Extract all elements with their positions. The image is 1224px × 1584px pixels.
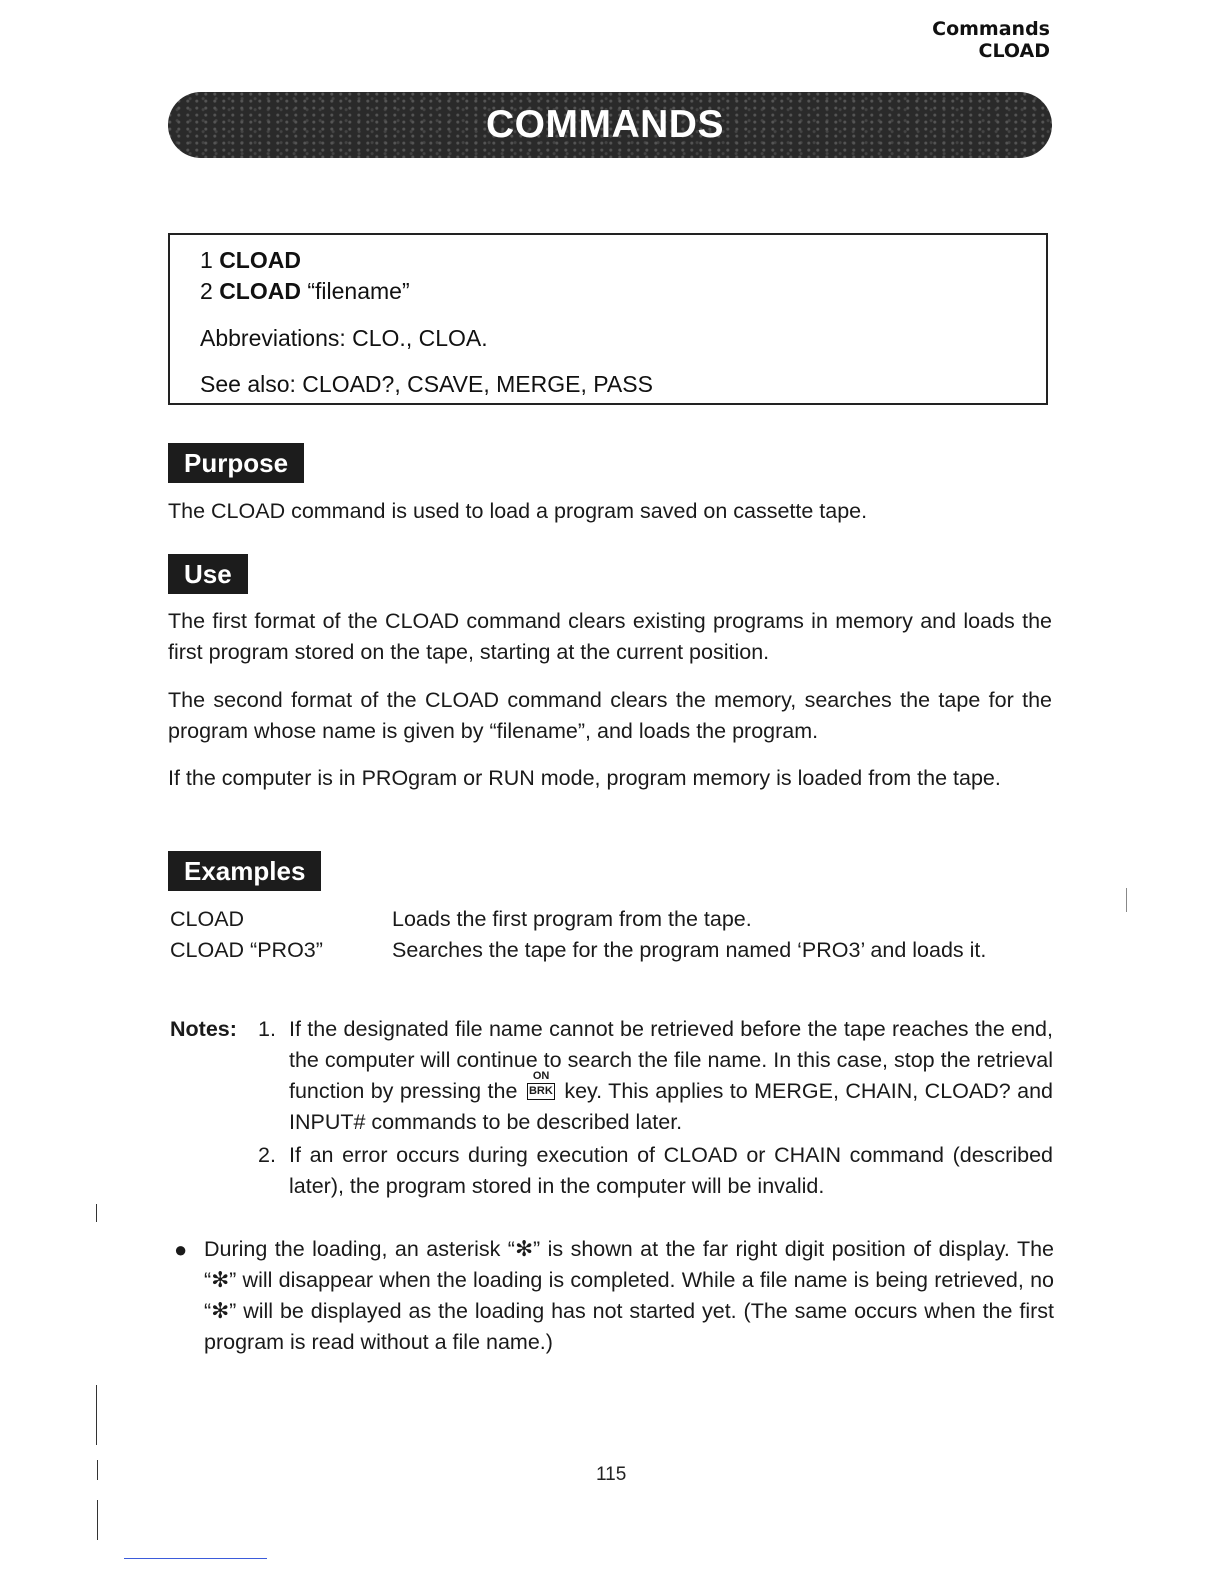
- note-number: 2.: [258, 1143, 276, 1167]
- bullet-text: During the loading, an asterisk “✻” is shown at the far right digit position of display. The “✻” will disappear when the loading is completed. While a file name is being retrieved, no “✻” will be displayed as the loading has not started yet. (The same occurs when the first program is read without a file name.): [204, 1237, 1054, 1354]
- purpose-text: The CLOAD command is used to load a program saved on cassette tape.: [168, 499, 868, 523]
- scan-artifact: [1126, 888, 1127, 912]
- format-command: CLOAD: [219, 247, 301, 273]
- notes-label: Notes:: [170, 1017, 237, 1041]
- on-brk-key-icon: [526, 1070, 556, 1102]
- format-command: CLOAD: [219, 278, 301, 304]
- abbreviations: Abbreviations: CLO., CLOA.: [200, 325, 488, 351]
- note-2-text: If an error occurs during execution of CLOAD or CHAIN command (described later), the program stored in the computer will be invalid.: [289, 1143, 1053, 1198]
- see-also: See also: CLOAD?, CSAVE, MERGE, PASS: [200, 371, 653, 397]
- syntax-box: [168, 233, 1048, 405]
- example-command: CLOAD: [170, 907, 245, 931]
- scan-artifact: [97, 1460, 98, 1480]
- scan-artifact: [96, 1204, 97, 1222]
- scan-artifact: [96, 1385, 97, 1445]
- format-argument: “filename”: [307, 278, 410, 304]
- examples-heading: Examples: [168, 851, 321, 891]
- running-header: [932, 18, 1050, 62]
- example-description: Loads the first program from the tape.: [392, 907, 752, 931]
- use-paragraph-1: The first format of the CLOAD command clears existing programs in memory and loads the first program stored on the tape, starting at the current position.: [168, 609, 1052, 664]
- page-number: 115: [596, 1464, 627, 1485]
- bullet-icon: ●: [174, 1237, 188, 1262]
- syntax-format-1: [200, 247, 301, 274]
- example-description: Searches the tape for the program named ‘PRO3’ and loads it.: [392, 938, 987, 962]
- use-heading: Use: [168, 554, 248, 594]
- header-topic: CLOAD: [978, 40, 1050, 62]
- format-number: 1: [200, 247, 213, 273]
- example-command: CLOAD “PRO3”: [170, 938, 323, 962]
- use-paragraph-3: If the computer is in PROgram or RUN mode, program memory is loaded from the tape.: [168, 766, 1001, 790]
- use-paragraph-2: The second format of the CLOAD command clears the memory, searches the tape for the program whose name is given by “filename”, and loads the program.: [168, 688, 1052, 743]
- note-text-after-key: key. This applies to MERGE, CHAIN, CLOAD? and INPUT# commands to be described later.: [289, 1079, 1053, 1134]
- note-text-before-key: If the designated file name cannot be retrieved before the tape reaches the end, the computer will continue to search the file name. In this case, stop the retrieval function by pressing the: [289, 1017, 1053, 1103]
- banner-title: COMMANDS: [486, 103, 724, 146]
- note-number: 1.: [258, 1017, 276, 1041]
- key-top-label: ON: [532, 1070, 550, 1082]
- key-bottom-label: BRK: [527, 1083, 555, 1100]
- note-1-text: [289, 1014, 1053, 1138]
- scan-artifact: [97, 1500, 98, 1540]
- format-number: 2: [200, 278, 213, 304]
- header-section: Commands: [932, 18, 1050, 40]
- purpose-heading: Purpose: [168, 443, 304, 483]
- bottom-rule: [124, 1558, 267, 1559]
- commands-banner: [168, 92, 1052, 158]
- syntax-format-2: [200, 278, 410, 305]
